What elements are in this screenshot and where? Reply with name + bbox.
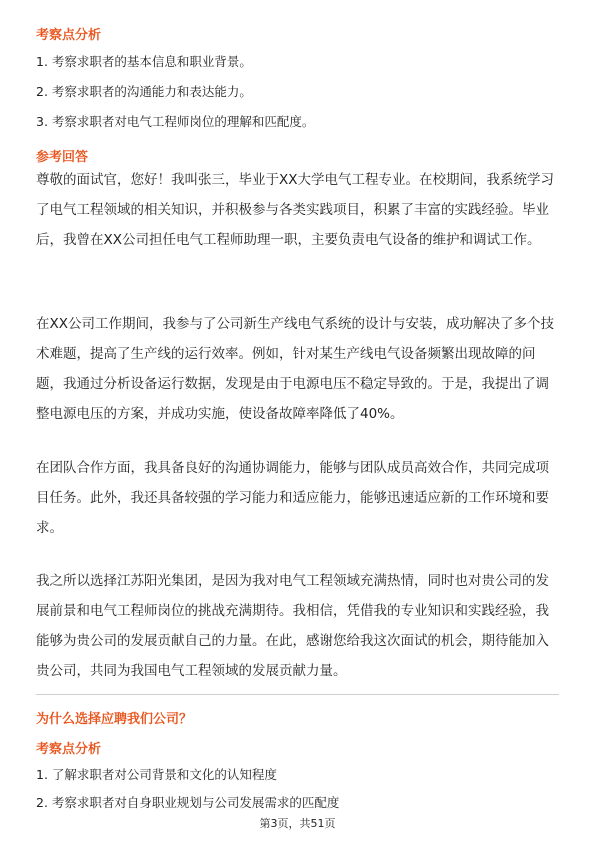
answer-paragraph-2: 在XX公司工作期间，我参与了公司新生产线电气系统的设计与安装，成功解决了多个技术难题，提高了生产线的运行效率。例如，针对某生产线电气设备频繁出现故障的问题，我通过分析设备运行数据，发现是由于电源电压不稳定导致的。于是，我提出了调整电源电压的方案，并成功实施，使设备故障率降低了40%。 [36, 316, 554, 422]
analysis-item-1: 1. 考察求职者的基本信息和职业背景。 [36, 54, 252, 69]
question-title: 为什么选择应聘我们公司？ [36, 712, 193, 727]
analysis-item-2: 2. 考察求职者的沟通能力和表达能力。 [36, 84, 252, 99]
answer-paragraph-4: 我之所以选择江苏阳光集团，是因为我对电气工程领域充满热情，同时也对贵公司的发展前景和电气工程师岗位的挑战充满期待。我相信，凭借我的专业知识和实践经验，我能够为贵公司的发展贡献自己的力量。在此，感谢您给我这次面试的机会，期待能加入贵公司，共同为我国电气工程领域的发展贡献力量。 [36, 573, 549, 679]
page-number: 第3页，共51页 [259, 817, 336, 830]
question-analysis-item-1: 1. 了解求职者对公司背景和文化的认知程度 [36, 767, 277, 782]
answer-paragraph-1: 尊敬的面试官，您好！我叫张三，毕业于XX大学电气工程专业。在校期间，我系统学习了电气工程领域的相关知识，并积极参与各类实践项目，积累了丰富的实践经验。毕业后，我曾在XX公司担任电气工程师助理一职，主要负责电气设备的维护和调试工作。 [36, 172, 554, 248]
section-divider [36, 694, 559, 695]
answer-heading: 参考回答 [36, 150, 89, 165]
question-analysis-heading: 考察点分析 [36, 742, 102, 757]
analysis-heading: 考察点分析 [36, 28, 102, 43]
analysis-item-3: 3. 考察求职者对电气工程师岗位的理解和匹配度。 [36, 114, 315, 129]
answer-paragraph-3: 在团队合作方面，我具备良好的沟通协调能力，能够与团队成员高效合作，共同完成项目任务。此外，我还具备较强的学习能力和适应能力，能够迅速适应新的工作环境和要求。 [36, 460, 549, 536]
question-analysis-item-2: 2. 考察求职者对自身职业规划与公司发展需求的匹配度 [36, 795, 340, 810]
